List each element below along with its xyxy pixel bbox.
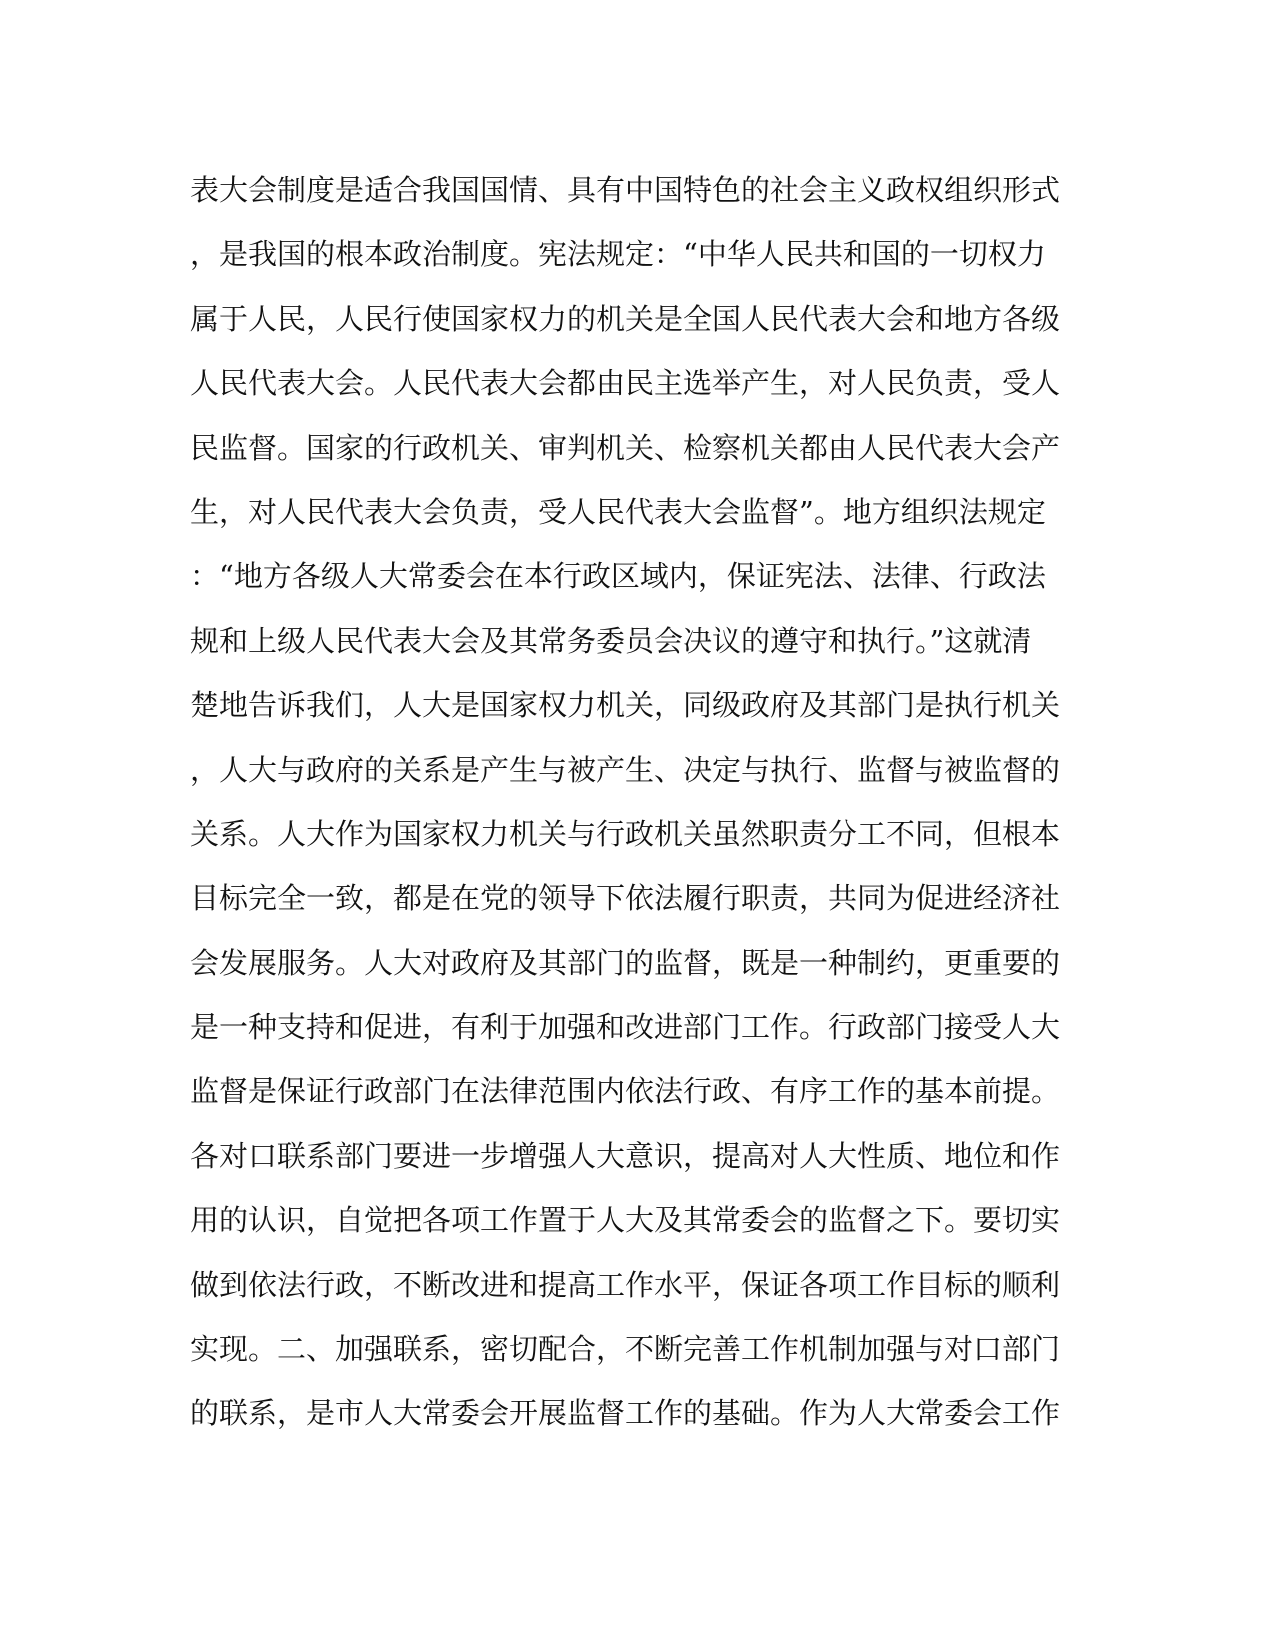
text-line-4: 人民代表大会。人民代表大会都由民主选举产生，对人民负责，受人 <box>190 366 1061 401</box>
text-line-15: 监督是保证行政部门在法律范围内依法行政、有序工作的基本前提。 <box>190 1074 1061 1109</box>
text-line-1: 表大会制度是适合我国国情、具有中国特色的社会主义政权组织形式 <box>190 173 1061 207</box>
text-line-7: ：“地方各级人大常委会在本行政区域内，保证宪法、法律、行政法 <box>190 559 1046 594</box>
text-line-2: ，是我国的根本政治制度。宪法规定：“中华人民共和国的一切权力 <box>190 237 1046 272</box>
text-line-3: 属于人民，人民行使国家权力的机关是全国人民代表大会和地方各级 <box>190 301 1061 336</box>
text-line-10: ，人大与政府的关系是产生与被产生、决定与执行、监督与被监督的 <box>190 752 1061 787</box>
text-line-20: 的联系，是市人大常委会开展监督工作的基础。作为人大常委会工作 <box>190 1396 1061 1431</box>
text-line-12: 目标完全一致，都是在党的领导下依法履行职责，共同为促进经济社 <box>190 881 1061 916</box>
text-line-8: 规和上级人民代表大会及其常务委员会决议的遵守和执行。”这就清 <box>190 623 1032 658</box>
text-line-16: 各对口联系部门要进一步增强人大意识，提高对人大性质、地位和作 <box>190 1138 1061 1173</box>
body-text <box>190 158 1070 1446</box>
text-line-11: 关系。人大作为国家权力机关与行政机关虽然职责分工不同，但根本 <box>190 816 1061 851</box>
text-line-9: 楚地告诉我们，人大是国家权力机关，同级政府及其部门是执行机关 <box>190 688 1061 723</box>
text-line-17: 用的认识，自觉把各项工作置于人大及其常委会的监督之下。要切实 <box>190 1203 1061 1238</box>
text-line-13: 会发展服务。人大对政府及其部门的监督，既是一种制约，更重要的 <box>190 945 1061 980</box>
text-line-5: 民监督。国家的行政机关、审判机关、检察机关都由人民代表大会产 <box>190 430 1061 465</box>
text-line-19: 实现。二、加强联系，密切配合，不断完善工作机制加强与对口部门 <box>190 1332 1061 1367</box>
text-line-6: 生，对人民代表大会负责，受人民代表大会监督”。地方组织法规定 <box>190 494 1046 529</box>
text-line-14: 是一种支持和促进，有利于加强和改进部门工作。行政部门接受人大 <box>190 1010 1061 1045</box>
text-line-18: 做到依法行政，不断改进和提高工作水平，保证各项工作目标的顺利 <box>190 1267 1061 1302</box>
